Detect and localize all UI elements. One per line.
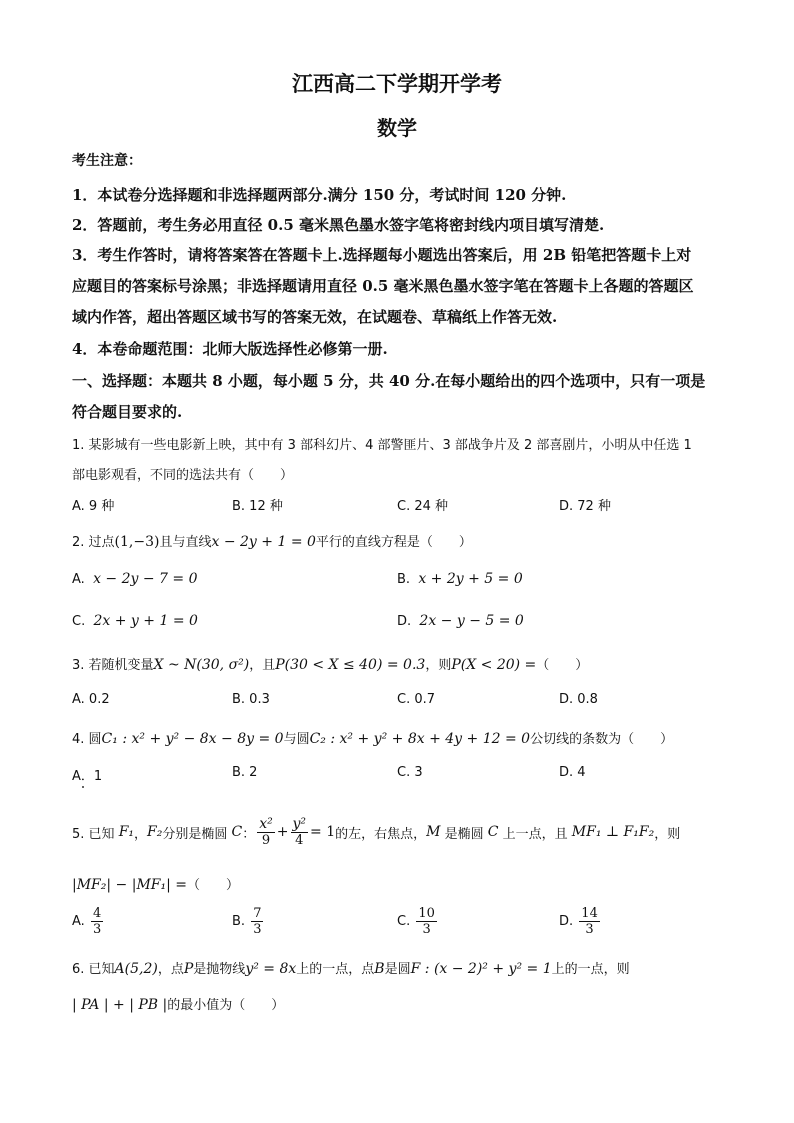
q1-option-d: D. 72 种 [559,499,611,514]
q5-plus: + [276,824,289,840]
section-heading: 一、选择题：本题共 8 小题，每小题 5 分，共 40 分.在每小题给出的四个选项中，只有一项是 [72,372,706,390]
q6-prefix: 6. 已知 [72,962,115,977]
q5-eq: = 1 [310,824,336,840]
q5-option-b [232,906,265,937]
q5-f2: F₂ [147,824,163,840]
q2-option-a-label: A. [72,572,85,587]
q5-option-d [559,906,602,937]
q3-distribution: X ~ N(30, σ²) [153,657,250,673]
q5-option-a-label: A. [72,914,85,929]
q3-mid2: ，则 [425,658,452,673]
q6-point-b: B [374,961,385,977]
q4-circle-1: C₁ : x² + y² − 8x − 8y = 0 [101,731,284,747]
page-title: 江西高二下学期开学考 [292,71,502,96]
q5-frac-x-num: x² [259,815,273,832]
q5-mid: 分别是椭圆 [162,826,228,842]
q3-mid: ，且 [249,658,276,673]
q2-option-a-expr: x − 2y − 7 = 0 [93,571,198,587]
section-heading-cont: 符合题目要求的. [72,403,183,421]
q4-prefix: 4. 圆 [72,732,102,747]
notice-item-3-cont2: 域内作答，超出答题区域书写的答案无效，在试题卷、草稿纸上作答无效. [72,308,558,326]
q5-stem [72,812,732,852]
q2-prefix: 2. 过点 [72,535,115,550]
q4-option-b: B. 2 [232,765,258,780]
q5-stem-line2 [72,874,732,893]
q1-option-a: A. 9 种 [72,499,115,514]
q6-stem-line2 [72,994,732,1013]
q5-frac-y-num: y² [292,815,307,832]
q2-option-d-label: D. [397,614,412,629]
q5-option-b-den: 3 [253,922,262,937]
q2-option-b-label: B. [397,572,411,587]
q5-suffix: ，则 [654,826,681,842]
q4-stem [72,728,732,747]
q5-option-d-den: 3 [585,922,594,937]
q6-circle: F : (x − 2)² + y² = 1 [410,961,552,977]
notice-item-2: 2．答题前，考生务必用直径 0.5 毫米黑色墨水签字笔将密封线内项目填写清楚. [72,216,605,234]
q6-point-p: P [183,961,194,977]
q3-option-c: C. 0.7 [397,692,436,707]
q4-circle-2: C₂ : x² + y² + 8x + 4y + 12 = 0 [309,731,531,747]
q5-frac-x [257,817,275,848]
q3-suffix: （ ） [536,658,589,673]
q4-option-c: C. 3 [397,765,423,780]
q5-option-c-label: C. [397,914,411,929]
q5-mid4: 上一点，且 [502,826,568,842]
q6-stem [72,958,732,977]
q5-mid3: 是椭圆 [444,826,484,842]
q2-option-c-expr: 2x + y + 1 = 0 [93,613,198,629]
q6-line2-suffix: 的最小值为（ ） [167,998,285,1013]
q1-option-b: B. 12 种 [232,499,283,514]
notice-item-3-cont1: 应题目的答案标号涂黑；非选择题请用直径 0.5 毫米黑色墨水签字笔在答题卡上各题的答题区 [72,277,694,295]
q5-line2-suffix: （ ） [187,878,240,893]
q2-stem [72,531,732,550]
q3-option-d: D. 0.8 [559,692,598,707]
q5-option-d-frac [579,906,600,937]
q5-perp: MF₁ ⊥ F₁F₂ [571,824,655,840]
q2-option-c [72,613,198,629]
q5-option-c-num: 10 [418,906,435,921]
q3-option-a: A. 0.2 [72,692,110,707]
q2-option-b [397,571,523,587]
q4-option-a: A．1 [72,769,103,784]
q4-suffix: 公切线的条数为（ ） [530,732,674,747]
q4-option-d: D. 4 [559,765,586,780]
q5-option-d-label: D. [559,914,574,929]
q4-mid: 与圆 [283,732,310,747]
q2-suffix: 平行的直线方程是（ ） [315,535,472,550]
q5-frac-y-den: 4 [295,832,304,848]
q3-stem [72,654,732,673]
q1-stem-line2: 部电影观看，不同的选法共有（ ） [72,468,294,483]
q6-mid: ，点 [157,962,184,977]
q1-stem-line1: 1. 某影城有一些电影新上映，其中有 3 部科幻片、4 部警匪片、3 部战争片及 2 部喜剧片，小明从中任选 1 [72,438,692,453]
q6-suffix: 上的一点，则 [551,962,630,977]
q5-f1: F₁ [118,824,135,840]
q2-line: x − 2y + 1 = 0 [211,534,316,550]
stray-dot [82,786,84,788]
q6-mid3: 上的一点，点 [296,962,375,977]
q2-option-d-expr: 2x − y − 5 = 0 [419,613,524,629]
q5-option-a-frac [91,906,103,937]
q5-option-a-den: 3 [92,922,102,937]
q2-option-d [397,613,524,629]
q3-prefix: 3. 若随机变量 [72,658,154,673]
q5-frac-y [291,817,309,848]
q2-option-a [72,571,197,587]
notice-item-1: 1．本试卷分选择题和非选择题两部分.满分 150 分，考试时间 120 分钟. [72,186,567,204]
q5-c2: C [487,824,499,840]
q5-option-b-num: 7 [253,906,262,921]
q6-mid4: 是圆 [384,962,411,977]
q5-mid2: 的左，右焦点， [335,826,427,842]
q5-option-a [72,906,105,937]
q2-option-b-expr: x + 2y + 5 = 0 [418,571,523,587]
q5-prefix: 5. 已知 [72,826,115,842]
q3-ask: P(X < 20) = [451,657,537,673]
q5-option-b-label: B. [232,914,246,929]
q5-option-c-frac [416,906,437,937]
q5-colon: ： [242,826,256,842]
q3-option-b: B. 0.3 [232,692,270,707]
q5-option-b-frac [251,906,263,937]
q5-sep: ， [134,826,148,842]
q5-option-a-num: 4 [92,906,102,921]
q6-expr: | PA | + | PB | [72,997,168,1013]
q2-option-c-label: C. [72,614,86,629]
q5-frac-x-den: 9 [261,832,271,848]
q5-expr: |MF₂| − |MF₁| = [72,877,188,893]
q2-point: (1,−3) [114,534,160,550]
notice-item-3: 3．考生作答时，请将答案答在答题卡上.选择题每小题选出答案后，用 2B 铅笔把答题卡上对 [72,246,692,264]
q1-option-c: C. 24 种 [397,499,449,514]
subject-title: 数学 [377,116,417,140]
q5-option-c [397,906,439,937]
q5-m: M [426,824,441,840]
q6-mid2: 是抛物线 [193,962,246,977]
notice-item-4: 4．本卷命题范围：北师大版选择性必修第一册. [72,340,388,358]
q5-option-c-den: 3 [422,922,431,937]
q2-mid: 且与直线 [159,535,212,550]
notice-heading: 考生注意： [72,153,142,169]
q5-c: C [231,824,243,840]
q6-point-a: A(5,2) [114,961,158,977]
q3-condition: P(30 < X ≤ 40) = 0.3 [275,657,426,673]
q6-parabola: y² = 8x [245,961,297,977]
q5-option-d-num: 14 [581,906,598,921]
